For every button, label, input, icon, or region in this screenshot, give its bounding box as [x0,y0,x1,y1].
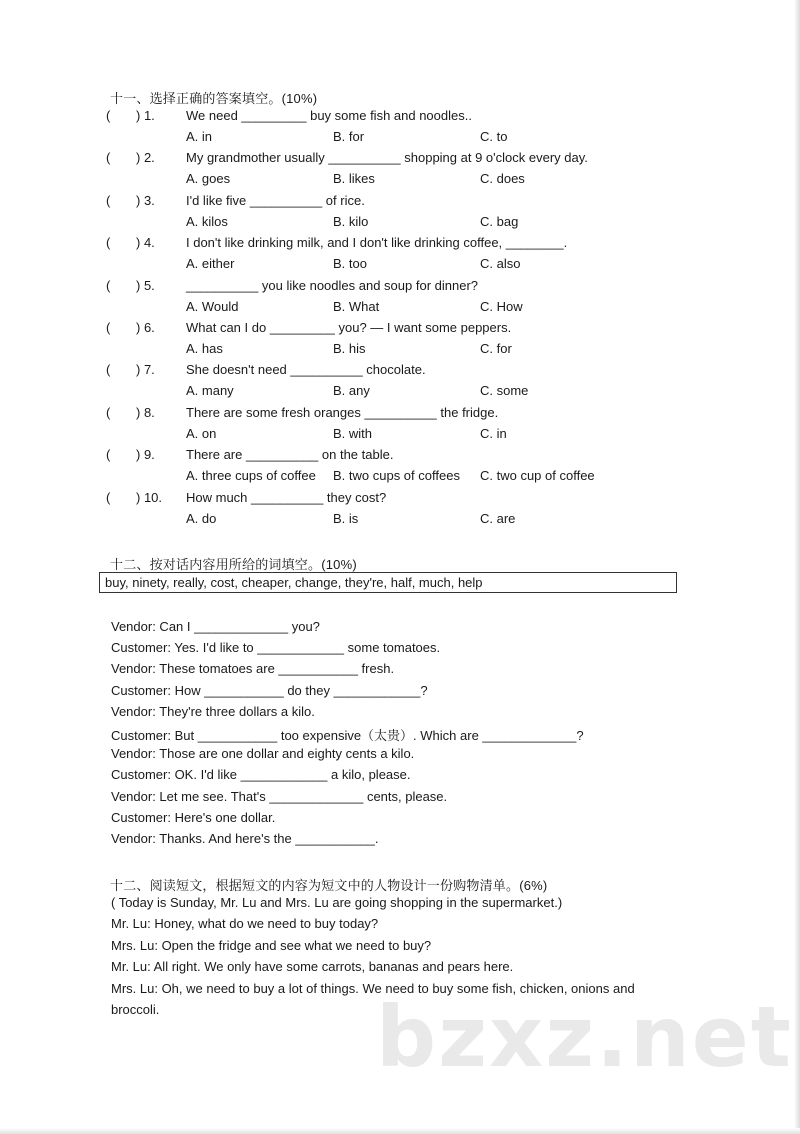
question-number: ) 9. [136,447,155,462]
question-row [0,278,800,298]
dialogue-line: Customer: Here's one dollar. [111,810,276,825]
question-text: We need _________ buy some fish and noodles.. [186,108,472,123]
question-text: How much __________ they cost? [186,490,387,505]
reading-line: Mr. Lu: Honey, what do we need to buy today? [111,916,379,931]
options-row [0,341,800,361]
option-a: A. in [186,129,213,144]
dialogue-line: Customer: Yes. I'd like to ____________ some tomatoes. [111,640,441,655]
question-text: __________ you like noodles and soup for dinner? [186,278,479,293]
question-number: ) 1. [136,108,155,123]
option-a: A. many [186,383,234,398]
question-number: ) 10. [136,490,163,505]
question-text: There are __________ on the table. [186,447,394,462]
reading-line: Mr. Lu: All right. We only have some carrots, bananas and pears here. [111,959,514,974]
question-row [0,193,800,213]
dialogue-line: Customer: But ___________ too expensive（太贵）. Which are _____________? [111,728,584,743]
dialogue-line: Vendor: They're three dollars a kilo. [111,704,315,719]
option-a: A. do [186,511,217,526]
option-c: C. for [480,341,512,356]
question-number: ) 2. [136,150,155,165]
question-row [0,108,800,128]
option-b: B. for [333,129,365,144]
option-b: B. is [333,511,359,526]
option-c: C. some [480,383,529,398]
question-number: ) 5. [136,278,155,293]
question-row [0,320,800,340]
question-row [0,150,800,170]
reading-line: ( Today is Sunday, Mr. Lu and Mrs. Lu are going shopping in the supermarket.) [111,895,563,910]
section-11-title: 十一、选择正确的答案填空。(10%) [110,91,318,106]
question-text: My grandmother usually __________ shopping at 9 o'clock every day. [186,150,588,165]
option-b: B. What [333,299,380,314]
option-c: C. are [480,511,516,526]
watermark-logo: bzxz.net [376,988,793,1086]
option-b: B. two cups of coffees [333,468,460,483]
option-b: B. with [333,426,373,441]
options-row [0,511,800,531]
option-a: A. on [186,426,217,441]
question-row [0,490,800,510]
question-row [0,447,800,467]
question-row [0,405,800,425]
option-a: A. three cups of coffee [186,468,316,483]
question-row [0,362,800,382]
options-row [0,129,800,149]
option-b: B. kilo [333,214,369,229]
options-row [0,256,800,276]
option-c: C. also [480,256,521,271]
dialogue-line: Customer: OK. I'd like ____________ a kilo, please. [111,767,411,782]
options-row [0,299,800,319]
question-text: She doesn't need __________ chocolate. [186,362,426,377]
options-row [0,468,800,488]
reading-line: Mrs. Lu: Oh, we need to buy a lot of things. We need to buy some fish, chicken, onions and [111,981,635,996]
option-b: B. his [333,341,366,356]
option-b: B. likes [333,171,375,186]
word-bank-box: buy, ninety, really, cost, cheaper, change, they're, half, much, help [99,572,677,593]
answer-paren: ( [106,447,111,462]
answer-paren: ( [106,278,111,293]
option-c: C. does [480,171,525,186]
reading-line: broccoli. [111,1002,160,1017]
question-row [0,235,800,255]
option-b: B. any [333,383,370,398]
page-edge-shadow-right [794,0,800,1134]
options-row [0,426,800,446]
dialogue-line: Vendor: Let me see. That's _____________ cents, please. [111,789,448,804]
option-a: A. goes [186,171,231,186]
question-text: What can I do _________ you? — I want some peppers. [186,320,512,335]
option-c: C. in [480,426,507,441]
question-number: ) 6. [136,320,155,335]
option-c: C. two cup of coffee [480,468,595,483]
answer-paren: ( [106,320,111,335]
answer-paren: ( [106,150,111,165]
dialogue-line: Vendor: Those are one dollar and eighty cents a kilo. [111,746,415,761]
answer-paren: ( [106,405,111,420]
dialogue-line: Vendor: These tomatoes are ___________ fresh. [111,661,395,676]
question-number: ) 4. [136,235,155,250]
answer-paren: ( [106,193,111,208]
reading-line: Mrs. Lu: Open the fridge and see what we need to buy? [111,938,432,953]
option-c: C. to [480,129,508,144]
option-c: C. bag [480,214,519,229]
answer-paren: ( [106,108,111,123]
option-b: B. too [333,256,367,271]
option-a: A. kilos [186,214,228,229]
answer-paren: ( [106,490,111,505]
question-number: ) 3. [136,193,155,208]
option-a: A. either [186,256,235,271]
options-row [0,383,800,403]
question-number: ) 7. [136,362,155,377]
dialogue-line: Customer: How ___________ do they ____________? [111,683,428,698]
page-edge-shadow-bottom [0,1128,800,1134]
question-number: ) 8. [136,405,155,420]
option-c: C. How [480,299,523,314]
question-text: There are some fresh oranges __________ the fridge. [186,405,499,420]
option-a: A. Would [186,299,239,314]
options-row [0,171,800,191]
section-12-title: 十二、按对话内容用所给的词填空。(10%) [110,557,357,572]
question-text: I don't like drinking milk, and I don't like drinking coffee, ________. [186,235,568,250]
answer-paren: ( [106,362,111,377]
options-row [0,214,800,234]
dialogue-line: Vendor: Thanks. And here's the ___________. [111,831,379,846]
option-a: A. has [186,341,223,356]
section-12b-title: 十二、阅读短文，根据短文的内容为短文中的人物设计一份购物清单。(6%) [110,878,548,893]
dialogue-line: Vendor: Can I _____________ you? [111,619,320,634]
question-text: I'd like five __________ of rice. [186,193,365,208]
answer-paren: ( [106,235,111,250]
